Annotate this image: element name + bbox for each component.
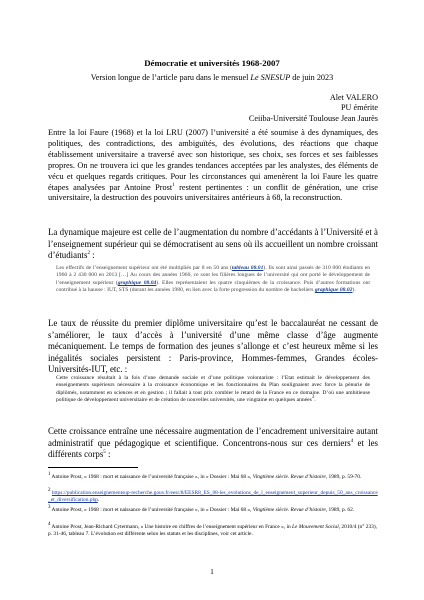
- paragraph-encadrement: Cette croissance entraîne une nécessaire augmentation de l’encadrement universitaire autant administratif que pédagogique et scientifique. Concentrons-nous sur ces derniers$^4$ et les différents corps$^5$ :: [48, 426, 378, 460]
- page-number: 1: [210, 567, 214, 576]
- author-name: Alet VALERO: [329, 93, 378, 102]
- footnote-ref-1[interactable]: 1: [172, 182, 175, 188]
- footnote-4: 4 Antoine Prost, Jean-Richard Cytermann, « Une histoire en chiffres de l’enseignement supérieur en France », in Le Mouvement Social, 2010/4 (n° 233), p. 31-46, tableau 7. L’évolution est différente selon les statuts et les disciplines, voir cet article.: [48, 522, 377, 537]
- document-subtitle: Version longue de l’article paru dans le mensuel Le SNESUP de juin 2023: [90, 73, 334, 82]
- footnote-separator: [48, 467, 138, 468]
- ref-graphique-0804[interactable]: graphique 08.04: [117, 279, 157, 286]
- paragraph-reussite: Le taux de réussite du premier diplôme universitaire qu’est le baccalauréat ne cessant de s’améliorer, le taux d’accès à l’université d’une même classe d’âge augmente mécaniquement. Le temps de formation des jeunes s’allonge et c’est heureux même si les inégalités sociales persistent : Paris-province, Hommes-femmes, Grandes écoles-Universités-IUT, etc. :: [48, 318, 378, 375]
- footnote-2: 2 https://publication.enseignementsup-recherche.gouv.fr/eesr/8/EESR8_ES_08-les_evolutions_de_l_enseignement_superieur_depuis_50_ans_croissance_et_diversification.php.: [48, 488, 378, 503]
- author-block: [249, 93, 378, 124]
- footnote-ref-5[interactable]: 5: [103, 450, 106, 456]
- journal-name: Le SNESUP: [250, 73, 291, 82]
- paragraph-intro: Entre la loi Faure (1968) et la loi LRU (2007) l’université a été soumise à des dynamiques, des politiques, des contradictions, des ambiguïtés, des évolutions, des réactions que chaque établissement universitaire a traversé avec son historique, ses choix, ses forces et ses faiblesses propres. On ne trouvera ici que les grandes tendances acceptées par les analystes, des éléments de vécu et quelques regards critiques. Pour les circonstances qui amenèrent la loi Faure les quatre étapes analysées par Antoine Prost$^1$ restent pertinentes : un conflit de génération, une crise universitaire, la destruction des pouvoirs universitaires antérieurs à 68, la reconstruction.: [48, 128, 378, 203]
- ref-tableau-0801[interactable]: tableau 08.01: [231, 265, 264, 271]
- footnote-ref-3[interactable]: 3: [311, 395, 315, 401]
- footnote-ref-4[interactable]: 4: [350, 438, 354, 444]
- author-affiliation: Ceiiba-Université Toulouse Jean Jaurès: [248, 113, 378, 123]
- footnote-3: 3 Antoine Prost, « 1968 : mort et naissance de l’université française », in « Dossier : Mai 68 », Vingtième siècle. Revue d’histoire, 1989, p. 62.: [48, 505, 355, 513]
- footnote-2-link[interactable]: https://publication.enseignementsup-recherche.gouv.fr/eesr/8/EESR8_ES_08-les_evolutions_de_l_enseignement_superieur_depuis_50_ans_croissance_et_diversification.php: [48, 490, 378, 503]
- paragraph-dynamique: La dynamique majeure est celle de l’augmentation du nombre d’accédants à l’Université et à l’enseignement supérieur qui se démocratisent au sens où ils accueillent un nombre croissant d’étudiants$^2$ :: [48, 227, 378, 261]
- footnote-1: 1 Antoine Prost, « 1968 : mort et naissance de l’université française », in « Dossier : Mai 68 », Vingtième siècle. Revue d’histoire, 1989, p. 59-70.: [48, 472, 362, 480]
- document-title: Démocratie et universités 1968-2007: [144, 58, 280, 68]
- ref-graphique-0802[interactable]: graphique 08.02: [314, 287, 353, 294]
- quote-croissance: Cette croissance résultait à la fois d’une demande sociale et d’une politique volontariste : l’Etat estimait le développement des enseignements supérieurs nécessaire à la croissance économique et les fonctionnaires du Plan soulignaient avec force la pénurie de diplômés, notamment en sciences et en gestion ; il fallait à tout prix combler le retard de la France en ce domaine. D’où une ambitieuse politique de développement universitaire et de création de nouvelles universités, une vingtaine en quelques années3.: [56, 375, 370, 404]
- author-rank: PU émérite: [340, 103, 378, 113]
- footnote-ref-2[interactable]: 2: [87, 251, 90, 257]
- quote-effectifs: Les effectifs de l’enseignement supérieur ont été multipliés par 8 en 50 ans (tableau 08.01). Ils sont ainsi passés de 310 000 étudiants en 1960 à 2 430 000 en 2013 […] Au cours des années 1960, ce sont les filières longues de l’université qui ont porté le développement de l’enseignement supérieur (graphique 08.04). Elles représentaient les quatre cinquièmes de la croissance. Puis d’autres formations ont contribué à la hausse : IUT, STS (durant les années 1980, en lien avec la forte progression du nombre de bacheliers graphique 08.02).: [56, 265, 370, 294]
